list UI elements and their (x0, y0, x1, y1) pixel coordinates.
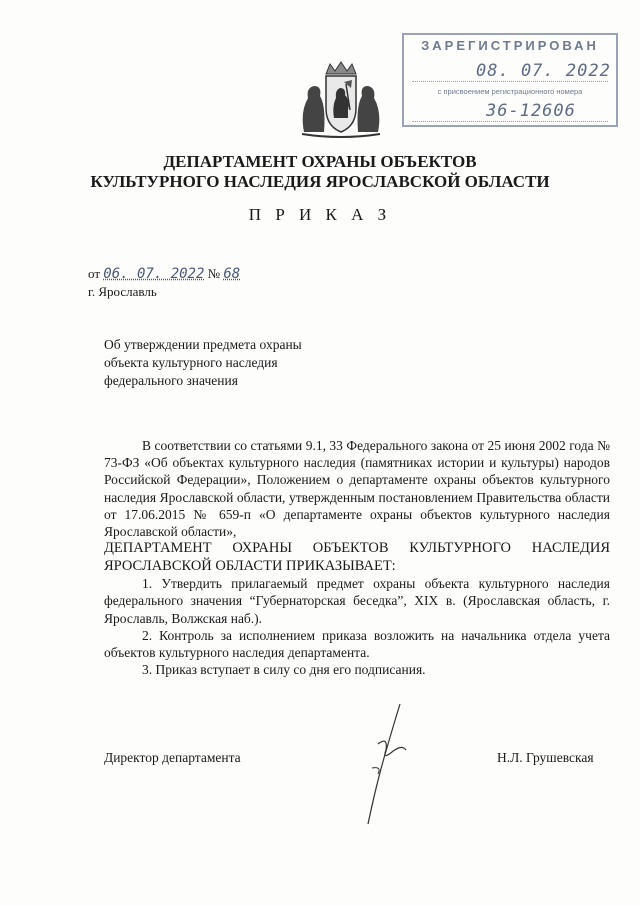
preamble-paragraph: В соответствии со статьями 9.1, 33 Федерального закона от 25 июня 2002 года № 73-ФЗ «Об объектах культурного наследия (памятниках истории и культуры) народов Российской Федерации», Положением о департаменте охраны объектов культурного наследия Ярославской области, утвержденным постановлением Правительства области от 17.06.2015 № 659-п «О департаменте охраны объектов культурного наследия Ярославской области», (104, 438, 610, 540)
subject-line-3: федерального значения (104, 373, 238, 388)
order-date-handwritten: 06. 07. 2022 (103, 266, 205, 282)
number-prefix: № (207, 266, 221, 281)
date-prefix: от (88, 266, 101, 281)
handwritten-signature (348, 700, 418, 835)
order-item-2: 2. Контроль за исполнением приказа возложить на начальника отдела учета объектов культурного наследия департамента. (104, 627, 610, 661)
coat-of-arms-icon (296, 60, 386, 145)
stamp-caption: с присвоением регистрационного номера (437, 87, 583, 96)
order-number-handwritten: 68 (223, 266, 241, 282)
stamp-title: ЗАРЕГИСТРИРОВАН (421, 38, 599, 53)
resolution-paragraph: ДЕПАРТАМЕНТ ОХРАНЫ ОБЪЕКТОВ КУЛЬТУРНОГО НАСЛЕДИЯ ЯРОСЛАВСКОЙ ОБЛАСТИ ПРИКАЗЫВАЕТ: (104, 540, 610, 574)
order-body (104, 437, 610, 678)
order-meta (88, 265, 240, 300)
order-subject (104, 336, 302, 390)
stamp-number: 36-12606 (486, 101, 576, 121)
subject-line-1: Об утверждении предмета охраны (104, 337, 302, 352)
city: г. Ярославль (88, 284, 157, 299)
stamp-divider (412, 81, 608, 82)
signatory-position: Директор департамента (104, 750, 241, 765)
document-type-heading: П Р И К А З (248, 205, 392, 224)
registration-stamp (402, 33, 618, 127)
stamp-date: 08. 07. 2022 (476, 61, 611, 81)
stamp-divider (412, 121, 608, 122)
order-item-3: 3. Приказ вступает в силу со дня его подписания. (142, 662, 426, 678)
department-line-1: ДЕПАРТАМЕНТ ОХРАНЫ ОБЪЕКТОВ (163, 152, 477, 171)
subject-line-2: объекта культурного наследия (104, 355, 278, 370)
order-date-number-line (88, 265, 240, 283)
department-line-2: КУЛЬТУРНОГО НАСЛЕДИЯ ЯРОСЛАВСКОЙ ОБЛАСТИ (90, 172, 550, 191)
department-title (0, 152, 640, 192)
order-item-1: 1. Утвердить прилагаемый предмет охраны объекта культурного наследия федерального значения “Губернаторская беседка”, XIX в. (Ярославская область, г. Ярославль, Волжская наб.). (104, 576, 610, 626)
signatory-name: Н.Л. Грушевская (497, 750, 594, 765)
